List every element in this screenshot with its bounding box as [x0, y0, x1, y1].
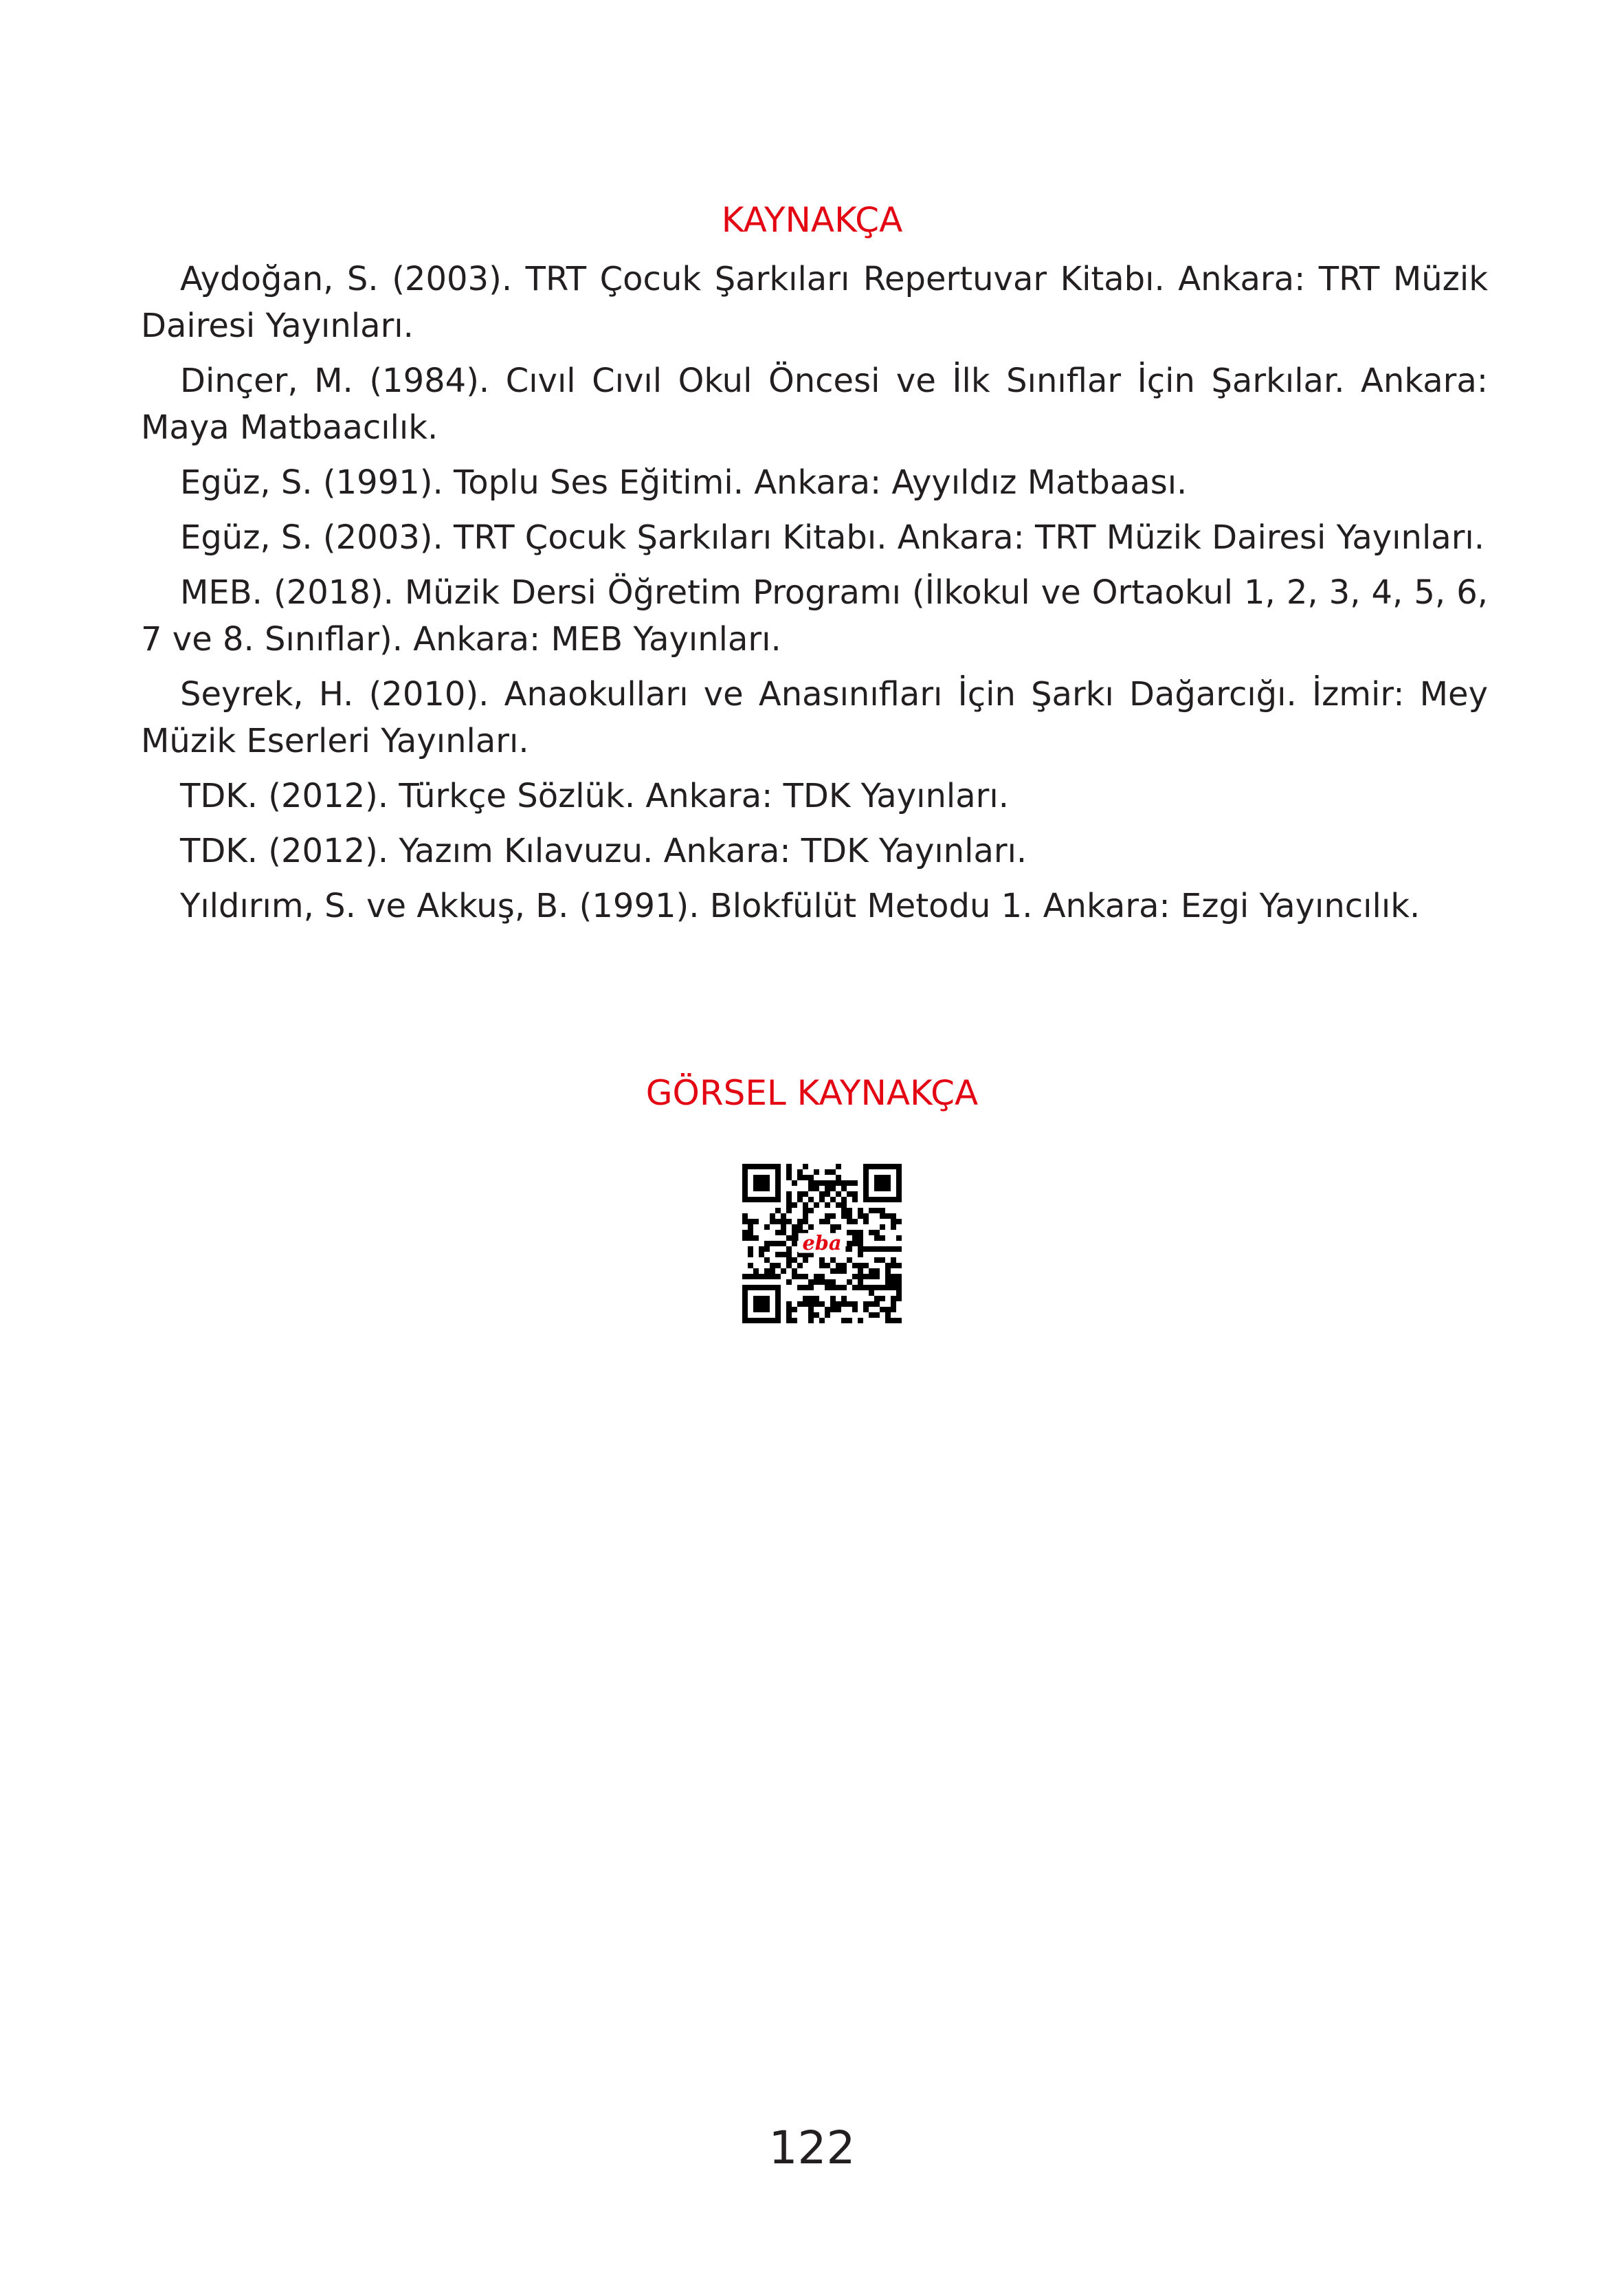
visual-references-heading: GÖRSEL KAYNAKÇA — [645, 1073, 979, 1113]
reference-item: Egüz, S. (1991). Toplu Ses Eğitimi. Ankara: Ayyıldız Matbaası. — [180, 463, 1188, 502]
reference-item: Aydoğan, S. (2003). TRT Çocuk Şarkıları Repertuvar Kitabı. Ankara: TRT Müzik Dairesi Yayınları. — [141, 260, 1488, 345]
eba-logo-text: eba — [802, 1230, 842, 1255]
eba-qr-code[interactable] — [742, 1164, 902, 1323]
reference-item: Dinçer, M. (1984). Cıvıl Cıvıl Okul Öncesi ve İlk Sınıflar İçin Şarkılar. Ankara: Maya Matbaacılık. — [141, 362, 1488, 447]
reference-item: TDK. (2012). Yazım Kılavuzu. Ankara: TDK Yayınları. — [180, 832, 1027, 870]
reference-item: Yıldırım, S. ve Akkuş, B. (1991). Blokfülüt Metodu 1. Ankara: Ezgi Yayıncılık. — [180, 887, 1421, 925]
reference-item: Egüz, S. (2003). TRT Çocuk Şarkıları Kitabı. Ankara: TRT Müzik Dairesi Yayınları. — [180, 518, 1485, 557]
eba-logo — [799, 1231, 846, 1255]
reference-item: TDK. (2012). Türkçe Sözlük. Ankara: TDK Yayınları. — [180, 777, 1009, 815]
qr-code-icon — [742, 1164, 902, 1323]
references-heading: KAYNAKÇA — [721, 200, 903, 240]
page-number: 122 — [768, 2121, 856, 2174]
reference-item: Seyrek, H. (2010). Anaokulları ve Anasınıfları İçin Şarkı Dağarcığı. İzmir: Mey Müzik Eserleri Yayınları. — [141, 675, 1488, 760]
references-list — [141, 256, 1488, 938]
reference-item: MEB. (2018). Müzik Dersi Öğretim Programı (İlkokul ve Ortaokul 1, 2, 3, 4, 5, 6, 7 ve 8. Sınıflar). Ankara: MEB Yayınları. — [141, 573, 1488, 659]
